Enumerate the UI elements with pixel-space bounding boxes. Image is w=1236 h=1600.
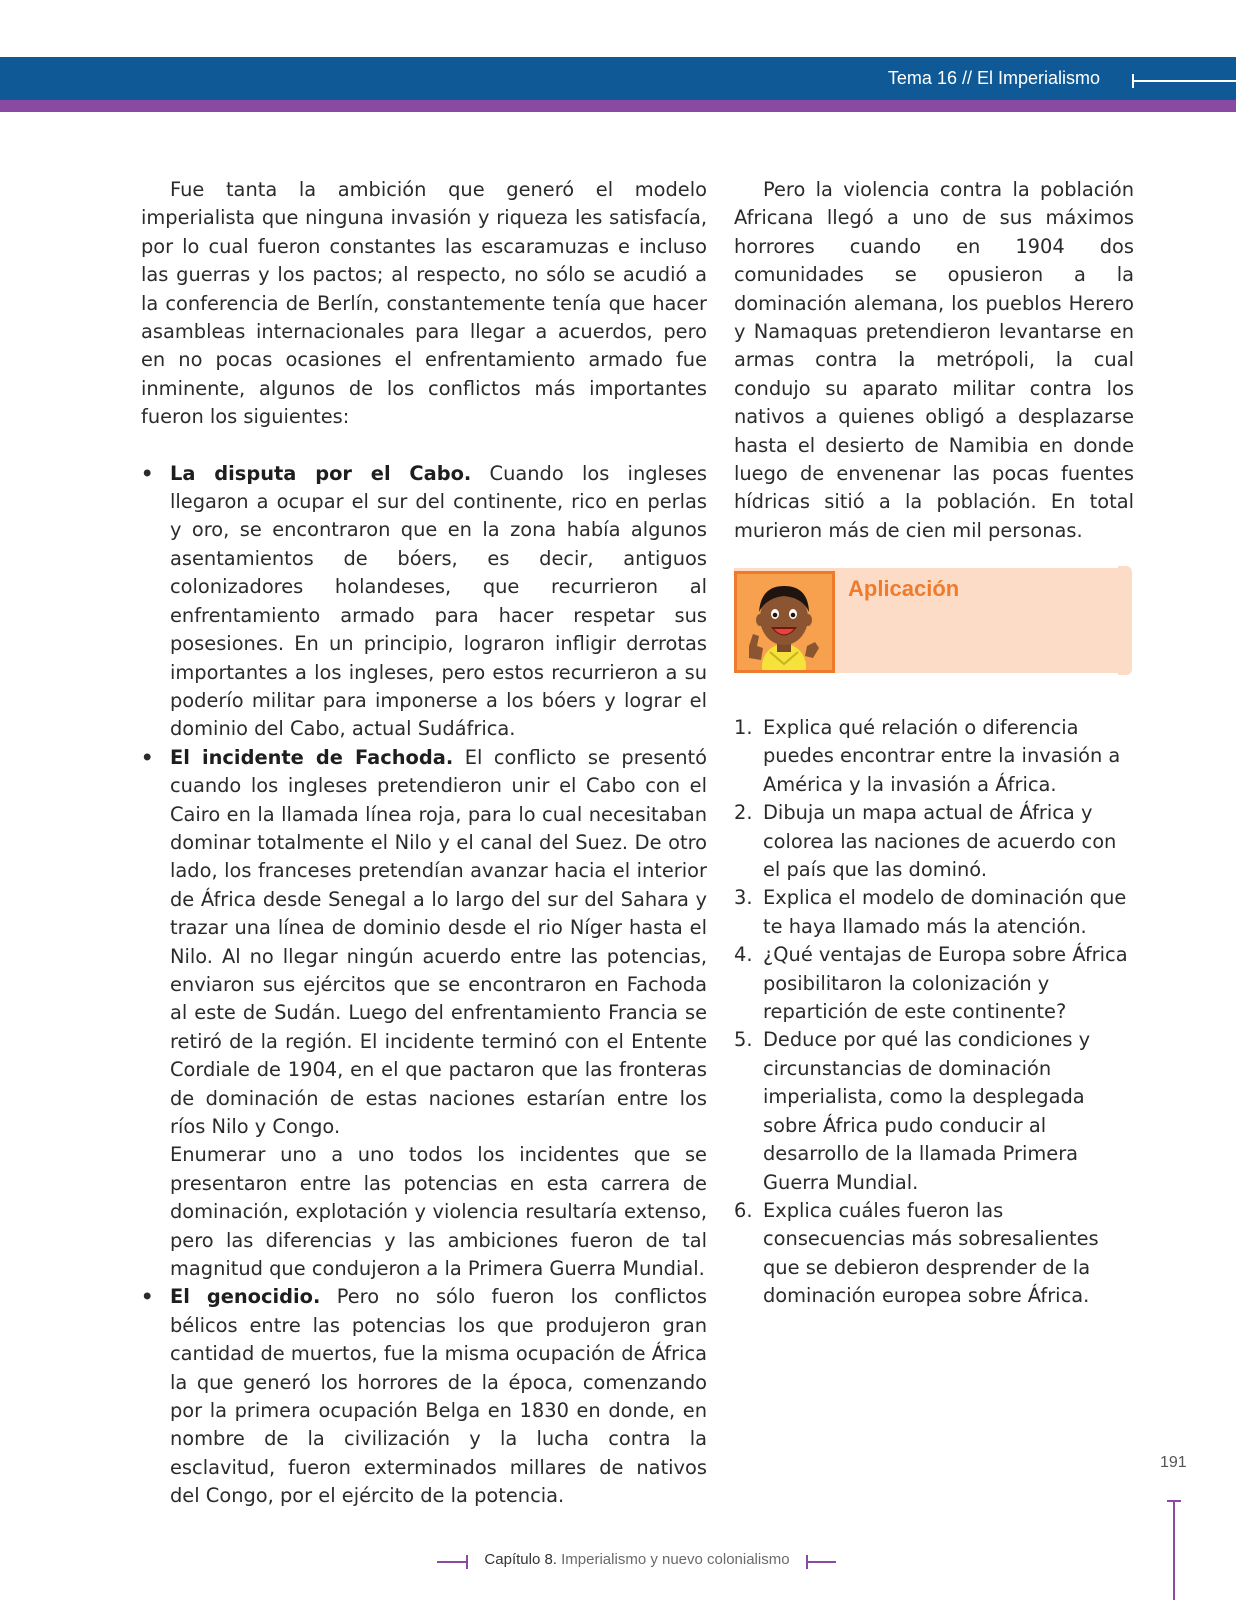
question-item bbox=[734, 1026, 1134, 1196]
question-number: 2. bbox=[734, 801, 753, 825]
footer-chapter bbox=[437, 1551, 837, 1568]
left-column bbox=[141, 176, 707, 1511]
conflict-list bbox=[141, 460, 707, 1511]
header-line bbox=[1132, 80, 1236, 82]
page-number-line bbox=[1173, 1500, 1175, 1600]
question-number: 3. bbox=[734, 886, 753, 910]
intro-paragraph: Fue tanta la ambición que generó el modelo imperialista que ninguna invasión y riqueza les satisfacía, por lo cual fueron constantes las escaramuzas e incluso las guerras y los pactos; al respecto, no sólo se acudió a la conferencia de Berlín, constantemente tenía que hacer asambleas internacionales para llegar a acuerdos, pero en no pocas ocasiones el enfrentamiento armado fue inminente, algunos de los conflictos más importantes fueron los siguientes: bbox=[141, 178, 707, 429]
footer-chapter-label: Capítulo 8. bbox=[484, 1551, 557, 1568]
application-title: Aplicación bbox=[848, 576, 960, 601]
header-stripe bbox=[0, 100, 1236, 112]
bullet-text: Cuando los ingleses llegaron a ocupar el sur del continente, rico en perlas y oro, se encontraron que en la zona había algunos asentamientos de bóers, es decir, antiguos colonizadores holandeses, que recurrieron al enfrentamiento armado para hacer respetar sus posesiones. En un principio, lograron infligir derrotas importantes a los ingleses, pero estos recurrieron a su poderío militar para imponerse a los bóers y lograr el dominio del Cabo, actual Sudáfrica. bbox=[170, 461, 707, 741]
footer-line-right bbox=[806, 1561, 836, 1563]
question-text: Dibuja un mapa actual de África y colorea las naciones de acuerdo con el país que las dominó. bbox=[763, 801, 1117, 882]
question-number: 1. bbox=[734, 716, 753, 739]
application-box-edge bbox=[1118, 566, 1132, 675]
question-text: Explica el modelo de dominación que te haya llamado más la atención. bbox=[763, 886, 1127, 938]
list-item bbox=[141, 460, 707, 744]
header-title: Tema 16 // El Imperialismo bbox=[887, 68, 1100, 88]
bullet-text: Pero no sólo fueron los conflictos bélicos entre las potencias los que produjeron gran cantidad de muertos, fue la misma ocupación de África la que generó los horrores de la época, comenzando por la primera ocupación Belga en 1830 en donde, en nombre de la civilización y la lucha contra la esclavitud, fueron exterminados millares de nativos del Congo, por el ejército de la potencia. bbox=[170, 1285, 708, 1508]
list-item bbox=[141, 744, 707, 1284]
question-text: Explica cuáles fueron las consecuencias más sobresalientes que se debieron desprender de la dominación europea sobre África. bbox=[763, 1198, 1099, 1308]
question-number: 5. bbox=[734, 1028, 753, 1052]
bullet-text: El conflicto se presentó cuando los ingleses pretendieron unir el Cabo con el Cairo en la llamada línea roja, para lo cual necesitaban dominar totalmente el Nilo y el canal del Suez. De otro lado, los franceses pretendían avanzar hacia el interior de África desde Senegal a lo largo del sur del Sahara y trazar una línea de dominio desde el rio Níger hasta el Nilo. Al no llegar ningún acuerdo entre las potencias, enviaron sus ejércitos que se encontraron en Fachoda al este de Sudán. Luego del enfrentamiento Francia se retiró de la región. El incidente terminó con el Entente Cordiale de 1904, en el que pactaron que las fronteras de dominación de estas naciones estarían entre los ríos Nilo y Congo. bbox=[170, 745, 708, 1138]
right-column bbox=[734, 176, 1134, 545]
question-item bbox=[734, 1197, 1134, 1311]
question-number: 6. bbox=[734, 1198, 753, 1222]
right-paragraph: Pero la violencia contra la población Africana llegó a uno de sus máximos horrores cuando en 1904 dos comunidades se opusieron a la dominación alemana, los pueblos Herero y Namaquas pretendieron levantarse en armas contra la metrópoli, la cual condujo su aparato militar contra los nativos a quienes obligó a desplazarse hasta el desierto de Namibia en donde luego de envenenar las pocas fuentes hídricas sitió a la población. En total murieron más de cien mil personas. bbox=[734, 178, 1134, 542]
question-text: Deduce por qué las condiciones y circunstancias de dominación imperialista, como la desplegada sobre África pudo conducir al desarrollo de la llamada Primera Guerra Mundial. bbox=[763, 1028, 1091, 1194]
page-number: 191 bbox=[1160, 1454, 1187, 1471]
question-text: ¿Qué ventajas de Europa sobre África posibilitaron la colonización y repartición de este continente? bbox=[763, 943, 1128, 1024]
question-item bbox=[734, 941, 1134, 1026]
bullet-title: El genocidio. bbox=[170, 1285, 321, 1309]
boy-thumbs-up-icon bbox=[737, 574, 832, 670]
question-item bbox=[734, 714, 1134, 799]
list-item bbox=[141, 1283, 707, 1510]
application-icon-frame bbox=[734, 571, 835, 673]
question-number: 4. bbox=[734, 943, 753, 967]
bullet-title: La disputa por el Cabo. bbox=[170, 461, 472, 485]
question-item bbox=[734, 884, 1134, 941]
bullet-extra-paragraph: Enumerar uno a uno todos los incidentes que se presentaron entre las potencias en esta carrera de dominación, explotación y violencia resultaría extenso, pero las diferencias y las ambiciones fueron de tal magnitud que condujeron a la Primera Guerra Mundial. bbox=[170, 1143, 707, 1281]
footer-chapter-title: Imperialismo y nuevo colonialismo bbox=[556, 1551, 790, 1568]
questions-list bbox=[734, 714, 1134, 1311]
question-item bbox=[734, 799, 1134, 884]
bullet-title: El incidente de Fachoda. bbox=[170, 745, 454, 769]
question-text: Explica qué relación o diferencia puedes encontrar entre la invasión a América y la invasión a África. bbox=[763, 716, 1121, 796]
